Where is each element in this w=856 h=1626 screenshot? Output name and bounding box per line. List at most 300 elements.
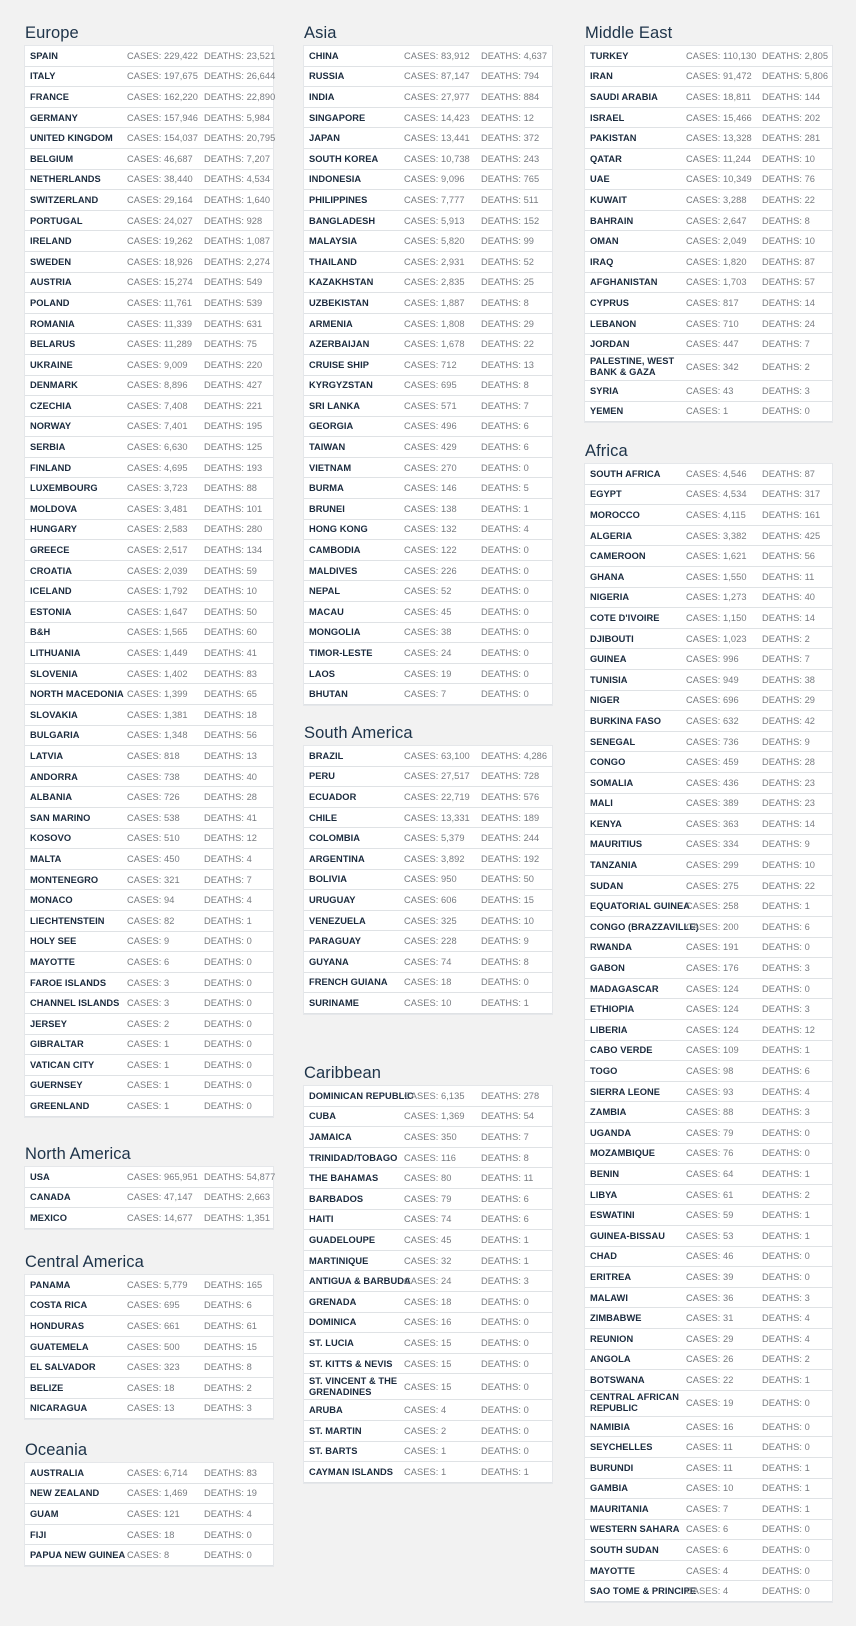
cases-count: CASES: 1,808: [404, 318, 465, 329]
deaths-count: DEATHS: 0: [204, 1101, 252, 1112]
cases-count: CASES: 2,835: [404, 277, 465, 288]
deaths-count: DEATHS: 0: [204, 936, 252, 947]
deaths-count: DEATHS: 2: [762, 633, 810, 644]
deaths-count: DEATHS: 928: [204, 215, 263, 226]
country-name: NAMIBIA: [590, 1421, 631, 1432]
deaths-count: DEATHS: 1: [762, 1462, 810, 1473]
deaths-count: DEATHS: 0: [762, 1545, 810, 1556]
cases-count: CASES: 450: [127, 853, 180, 864]
cases-count: CASES: 695: [404, 380, 457, 391]
table-row: [304, 1354, 552, 1375]
country-name: ITALY: [30, 71, 56, 82]
deaths-count: DEATHS: 4: [762, 1086, 810, 1097]
country-name: ZIMBABWE: [590, 1313, 642, 1324]
deaths-count: DEATHS: 317: [762, 489, 821, 500]
table-row: [304, 993, 552, 1014]
cases-count: CASES: 31: [686, 1313, 734, 1324]
deaths-count: DEATHS: 0: [481, 689, 529, 700]
cases-count: CASES: 389: [686, 798, 739, 809]
table-row: [585, 231, 832, 252]
table-row: [585, 1437, 832, 1458]
country-name: ARUBA: [309, 1405, 343, 1416]
country-name: INDONESIA: [309, 174, 362, 185]
cases-count: CASES: 13,441: [404, 133, 470, 144]
table-row: [585, 381, 832, 402]
country-name: HONG KONG: [309, 524, 368, 535]
table-row: [585, 1185, 832, 1206]
country-name: ANTIGUA & BARBUDA: [309, 1276, 411, 1287]
deaths-count: DEATHS: 1: [204, 915, 252, 926]
country-name: SAN MARINO: [30, 812, 91, 823]
table-row: [585, 1308, 832, 1329]
cases-count: CASES: 8,896: [127, 380, 188, 391]
table-row: [304, 1189, 552, 1210]
cases-count: CASES: 3,288: [686, 194, 747, 205]
table-row: [585, 546, 832, 567]
cases-count: CASES: 1,565: [127, 627, 188, 638]
table-row: [585, 211, 832, 232]
country-name: PARAGUAY: [309, 936, 362, 947]
cases-count: CASES: 363: [686, 818, 739, 829]
cases-count: CASES: 11,244: [686, 153, 752, 164]
table-row: [585, 649, 832, 670]
country-name: CAMBODIA: [309, 545, 361, 556]
cases-count: CASES: 712: [404, 359, 457, 370]
table-row: [25, 1525, 273, 1546]
country-name: DENMARK: [30, 380, 78, 391]
deaths-count: DEATHS: 40: [204, 771, 258, 782]
cases-count: CASES: 22: [686, 1374, 734, 1385]
country-name: MALI: [590, 798, 613, 809]
country-name: SEYCHELLES: [590, 1442, 653, 1453]
table-row: [585, 46, 832, 67]
country-name: UZBEKISTAN: [309, 297, 369, 308]
deaths-count: DEATHS: 0: [762, 1421, 810, 1432]
country-name: MALDIVES: [309, 565, 358, 576]
deaths-count: DEATHS: 75: [204, 339, 258, 350]
region-africa: [585, 438, 832, 1602]
cases-count: CASES: 2,517: [127, 545, 188, 556]
country-name: WESTERN SAHARA: [590, 1524, 680, 1535]
deaths-count: DEATHS: 1: [481, 1234, 529, 1245]
deaths-count: DEATHS: 10: [481, 915, 535, 926]
deaths-count: DEATHS: 0: [762, 1442, 810, 1453]
table-row: [585, 1417, 832, 1438]
table-row: [304, 952, 552, 973]
table-row: [25, 890, 273, 911]
cases-count: CASES: 4,534: [686, 489, 747, 500]
table-row: [304, 46, 552, 67]
deaths-count: DEATHS: 12: [204, 833, 258, 844]
country-name: TANZANIA: [590, 860, 638, 871]
table-row: [585, 402, 832, 423]
country-name: SWEDEN: [30, 256, 72, 267]
table-row: [304, 211, 552, 232]
deaths-count: DEATHS: 0: [481, 1296, 529, 1307]
region-title: Africa: [585, 442, 628, 460]
deaths-count: DEATHS: 26,644: [204, 71, 276, 82]
table-row: [25, 252, 273, 273]
region-oceania: [25, 1437, 273, 1566]
table-row: [25, 726, 273, 747]
region-table: [25, 46, 276, 1117]
cases-count: CASES: 738: [127, 771, 180, 782]
cases-count: CASES: 53: [686, 1230, 734, 1241]
cases-count: CASES: 710: [686, 318, 739, 329]
deaths-count: DEATHS: 14: [762, 612, 816, 623]
table-row: [304, 499, 552, 520]
cases-count: CASES: 950: [404, 874, 457, 885]
table-row: [304, 149, 552, 170]
deaths-count: DEATHS: 221: [204, 400, 263, 411]
region-table: [585, 46, 832, 422]
cases-count: CASES: 38: [404, 627, 452, 638]
deaths-count: DEATHS: 50: [204, 606, 258, 617]
table-row: [25, 1188, 273, 1209]
deaths-count: DEATHS: 7,207: [204, 153, 271, 164]
country-name: KOSOVO: [30, 833, 72, 844]
deaths-count: DEATHS: 10: [762, 153, 816, 164]
cases-count: CASES: 45: [404, 606, 452, 617]
country-name: GEORGIA: [309, 421, 354, 432]
deaths-count: DEATHS: 884: [481, 91, 540, 102]
cases-count: CASES: 1,449: [127, 648, 188, 659]
table-row: [585, 1020, 832, 1041]
country-name: PAKISTAN: [590, 133, 637, 144]
table-row: [304, 973, 552, 994]
country-name: ZAMBIA: [590, 1107, 627, 1118]
table-row: [585, 1205, 832, 1226]
cases-count: CASES: 447: [686, 339, 739, 350]
cases-count: CASES: 138: [404, 503, 457, 514]
cases-count: CASES: 500: [127, 1341, 180, 1352]
country-name: TOGO: [590, 1066, 618, 1077]
country-name: BAHRAIN: [590, 215, 634, 226]
country-name: FRENCH GUIANA: [309, 977, 388, 988]
table-row: [304, 190, 552, 211]
table-row: [304, 1127, 552, 1148]
table-row: [585, 1102, 832, 1123]
country-name: FIJI: [30, 1529, 47, 1540]
region-europe: [25, 20, 276, 1117]
cases-count: CASES: 18,811: [686, 91, 752, 102]
cases-count: CASES: 1,402: [127, 668, 188, 679]
country-name: LIBERIA: [590, 1024, 628, 1035]
cases-count: CASES: 91,472: [686, 71, 752, 82]
country-name: SINGAPORE: [309, 112, 366, 123]
country-name: JAMAICA: [309, 1131, 352, 1142]
cases-count: CASES: 83,912: [404, 50, 470, 61]
cases-count: CASES: 342: [686, 362, 739, 373]
deaths-count: DEATHS: 0: [481, 977, 529, 988]
table-row: [585, 128, 832, 149]
table-row: [25, 829, 273, 850]
cases-count: CASES: 6,630: [127, 442, 188, 453]
country-name: SAO TOME & PRINCIPE: [590, 1586, 697, 1597]
country-name: LIECHTENSTEIN: [30, 915, 105, 926]
country-name: MALAWI: [590, 1292, 628, 1303]
table-row: [304, 1230, 552, 1251]
deaths-count: DEATHS: 1: [762, 1210, 810, 1221]
region-title: North America: [25, 1145, 131, 1163]
table-row: [25, 1463, 273, 1484]
cases-count: CASES: 157,946: [127, 112, 198, 123]
table-row: [25, 314, 273, 335]
deaths-count: DEATHS: 8: [481, 380, 529, 391]
table-row: [585, 567, 832, 588]
deaths-count: DEATHS: 3: [762, 1004, 810, 1015]
table-row: [304, 1107, 552, 1128]
region-caribbean: [304, 1060, 552, 1483]
country-name: IRAQ: [590, 256, 614, 267]
table-row: [585, 334, 832, 355]
table-row: [304, 602, 552, 623]
country-name: PAPUA NEW GUINEA: [30, 1550, 126, 1561]
country-name: MAURITANIA: [590, 1503, 649, 1514]
cases-count: CASES: 1,348: [127, 730, 188, 741]
cases-count: CASES: 146: [404, 483, 457, 494]
deaths-count: DEATHS: 0: [481, 1337, 529, 1348]
cases-count: CASES: 321: [127, 874, 180, 885]
cases-count: CASES: 5,779: [127, 1279, 188, 1290]
cases-count: CASES: 7,408: [127, 400, 188, 411]
table-row: [304, 849, 552, 870]
cases-count: CASES: 3,892: [404, 853, 465, 864]
deaths-count: DEATHS: 56: [762, 551, 816, 562]
cases-count: CASES: 38,440: [127, 174, 193, 185]
table-row: [585, 252, 832, 273]
table-row: [585, 1391, 832, 1417]
region-title: Middle East: [585, 24, 673, 42]
deaths-count: DEATHS: 0: [204, 1018, 252, 1029]
cases-count: CASES: 122: [404, 545, 457, 556]
country-name: SOUTH SUDAN: [590, 1545, 659, 1556]
country-name: BRUNEI: [309, 503, 345, 514]
country-name: HOLY SEE: [30, 936, 77, 947]
cases-count: CASES: 2,049: [686, 236, 747, 247]
country-name: VIETNAM: [309, 462, 352, 473]
country-name: USA: [30, 1171, 50, 1182]
table-row: [304, 67, 552, 88]
deaths-count: DEATHS: 0: [204, 1039, 252, 1050]
region-title: Oceania: [25, 1441, 88, 1459]
table-row: [304, 1210, 552, 1231]
country-name: SUDAN: [590, 880, 624, 891]
deaths-count: DEATHS: 549: [204, 277, 263, 288]
country-name: AZERBAIJAN: [309, 339, 370, 350]
deaths-count: DEATHS: 0: [481, 462, 529, 473]
country-name: TIMOR-LESTE: [309, 648, 373, 659]
country-name: SURINAME: [309, 997, 359, 1008]
country-name: REUNION: [590, 1333, 634, 1344]
deaths-count: DEATHS: 7: [762, 339, 810, 350]
table-row: [25, 1076, 273, 1097]
cases-count: CASES: 350: [404, 1131, 457, 1142]
country-name: CUBA: [309, 1111, 337, 1122]
table-row: [304, 581, 552, 602]
deaths-count: DEATHS: 1: [762, 1045, 810, 1056]
country-name: LITHUANIA: [30, 648, 81, 659]
deaths-count: DEATHS: 202: [762, 112, 821, 123]
cases-count: CASES: 18: [404, 977, 452, 988]
table-row: [304, 911, 552, 932]
country-name: NIGERIA: [590, 592, 630, 603]
table-row: [25, 1035, 273, 1056]
deaths-count: DEATHS: 0: [204, 977, 252, 988]
table-row: [25, 767, 273, 788]
table-row: [304, 1251, 552, 1272]
country-name: CANADA: [30, 1192, 71, 1203]
country-name: ARGENTINA: [309, 853, 365, 864]
cases-count: CASES: 1: [127, 1080, 170, 1091]
table-row: [25, 1545, 273, 1566]
deaths-count: DEATHS: 14: [762, 297, 816, 308]
country-name: CHANNEL ISLANDS: [30, 998, 120, 1009]
deaths-count: DEATHS: 0: [481, 1317, 529, 1328]
table-row: [304, 787, 552, 808]
cases-count: CASES: 4,115: [686, 509, 746, 520]
cases-count: CASES: 15: [404, 1381, 452, 1392]
cases-count: CASES: 10: [686, 1483, 734, 1494]
cases-count: CASES: 299: [686, 860, 739, 871]
deaths-count: DEATHS: 22: [762, 194, 816, 205]
cases-count: CASES: 16: [404, 1317, 452, 1328]
deaths-count: DEATHS: 4,637: [481, 50, 548, 61]
deaths-count: DEATHS: 6: [204, 1300, 252, 1311]
deaths-count: DEATHS: 2,663: [204, 1192, 271, 1203]
table-row: [25, 1337, 273, 1358]
deaths-count: DEATHS: 0: [762, 1127, 810, 1138]
table-row: [585, 691, 832, 712]
deaths-count: DEATHS: 0: [481, 586, 529, 597]
deaths-count: DEATHS: 3: [762, 385, 810, 396]
deaths-count: DEATHS: 1,087: [204, 236, 271, 247]
deaths-count: DEATHS: 28: [204, 792, 258, 803]
table-row: [585, 917, 832, 938]
country-name: DOMINICAN REPUBLIC: [309, 1090, 414, 1101]
country-name: MARTINIQUE: [309, 1255, 369, 1266]
cases-count: CASES: 15,274: [127, 277, 193, 288]
table-row: [585, 293, 832, 314]
cases-count: CASES: 59: [686, 1210, 734, 1221]
country-name: GREENLAND: [30, 1101, 90, 1112]
deaths-count: DEATHS: 576: [481, 791, 540, 802]
table-row: [304, 437, 552, 458]
cases-count: CASES: 18: [127, 1382, 175, 1393]
deaths-count: DEATHS: 99: [481, 236, 535, 247]
deaths-count: DEATHS: 52: [481, 256, 535, 267]
cases-count: CASES: 27,517: [404, 771, 470, 782]
table-row: [25, 1357, 273, 1378]
table-row: [25, 1096, 273, 1117]
table-row: [25, 664, 273, 685]
country-name: TRINIDAD/TOBAGO: [309, 1152, 398, 1163]
deaths-count: DEATHS: 0: [762, 1565, 810, 1576]
region-south-america: [304, 720, 552, 1014]
table-row: [304, 808, 552, 829]
deaths-count: DEATHS: 7: [762, 654, 810, 665]
table-row: [25, 355, 273, 376]
deaths-count: DEATHS: 11: [481, 1173, 534, 1184]
cases-count: CASES: 818: [127, 750, 180, 761]
deaths-count: DEATHS: 1: [481, 503, 529, 514]
table-row: [25, 520, 273, 541]
deaths-count: DEATHS: 2: [762, 1189, 810, 1200]
country-name: ECUADOR: [309, 791, 357, 802]
cases-count: CASES: 11,289: [127, 339, 193, 350]
cases-count: CASES: 27,977: [404, 91, 470, 102]
table-row: [304, 478, 552, 499]
deaths-count: DEATHS: 10: [762, 236, 816, 247]
country-name: GAMBIA: [590, 1483, 629, 1494]
cases-count: CASES: 228: [404, 936, 457, 947]
deaths-count: DEATHS: 0: [481, 565, 529, 576]
country-name: PERU: [309, 771, 336, 782]
deaths-count: DEATHS: 372: [481, 133, 540, 144]
country-name: HUNGARY: [30, 524, 78, 535]
deaths-count: DEATHS: 65: [204, 689, 258, 700]
cases-count: CASES: 14,423: [404, 112, 470, 123]
deaths-count: DEATHS: 25: [481, 277, 535, 288]
deaths-count: DEATHS: 76: [762, 174, 816, 185]
table-row: [304, 314, 552, 335]
table-row: [585, 835, 832, 856]
deaths-count: DEATHS: 4,534: [204, 174, 271, 185]
deaths-count: DEATHS: 1: [481, 1255, 529, 1266]
deaths-count: DEATHS: 6: [762, 921, 810, 932]
cases-count: CASES: 18: [127, 1529, 175, 1540]
cases-count: CASES: 52: [404, 586, 452, 597]
table-row: [304, 1271, 552, 1292]
country-name: PALESTINE, WEST BANK & GAZA: [590, 356, 675, 378]
cases-count: CASES: 22,719: [404, 791, 470, 802]
table-row: [304, 520, 552, 541]
deaths-count: DEATHS: 61: [204, 1320, 258, 1331]
country-name: YEMEN: [590, 406, 624, 417]
deaths-count: DEATHS: 193: [204, 462, 263, 473]
country-name: BRAZIL: [309, 750, 344, 761]
cases-count: CASES: 109: [686, 1045, 739, 1056]
country-name: ARMENIA: [309, 318, 353, 329]
cases-count: CASES: 124: [686, 1024, 739, 1035]
deaths-count: DEATHS: 7: [481, 400, 529, 411]
cases-count: CASES: 2,647: [686, 215, 747, 226]
deaths-count: DEATHS: 60: [204, 627, 258, 638]
table-row: [585, 1581, 832, 1602]
table-row: [304, 1442, 552, 1463]
cases-count: CASES: 13,328: [686, 133, 752, 144]
table-row: [304, 376, 552, 397]
deaths-count: DEATHS: 12: [481, 112, 535, 123]
cases-count: CASES: 1,150: [686, 612, 747, 623]
country-name: SIERRA LEONE: [590, 1086, 660, 1097]
cases-count: CASES: 76: [686, 1148, 734, 1159]
table-row: [585, 314, 832, 335]
cases-count: CASES: 1,792: [127, 586, 188, 597]
table-row: [585, 999, 832, 1020]
table-row: [304, 1462, 552, 1483]
cases-count: CASES: 1,399: [127, 689, 188, 700]
deaths-count: DEATHS: 57: [762, 277, 816, 288]
deaths-count: DEATHS: 161: [762, 509, 821, 520]
cases-count: CASES: 571: [404, 400, 457, 411]
cases-count: CASES: 74: [404, 1214, 452, 1225]
deaths-count: DEATHS: 4: [762, 1333, 810, 1344]
deaths-count: DEATHS: 0: [204, 1529, 252, 1540]
cases-count: CASES: 2: [404, 1425, 447, 1436]
deaths-count: DEATHS: 0: [481, 1425, 529, 1436]
table-row: [25, 932, 273, 953]
